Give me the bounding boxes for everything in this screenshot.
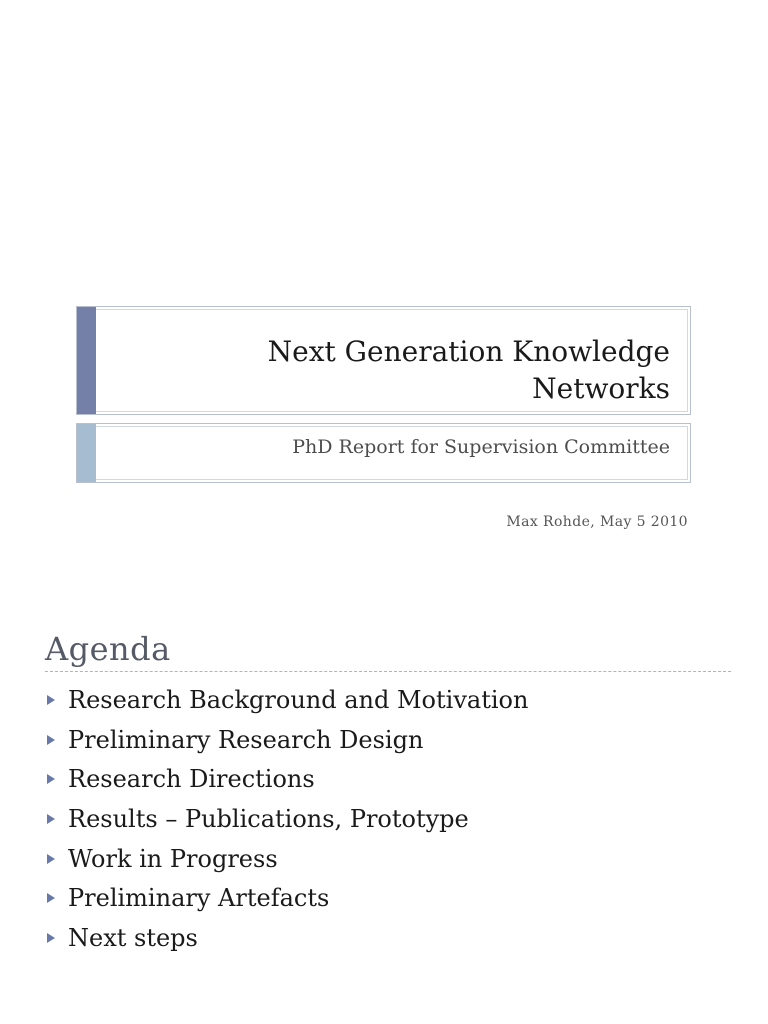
agenda-item: [45, 801, 528, 841]
subtitle-accent-bar: [77, 424, 96, 482]
agenda-item: [45, 880, 528, 920]
bullet-triangle-icon: [47, 933, 55, 943]
agenda-item-label: Work in Progress: [68, 844, 278, 873]
bullet-triangle-icon: [47, 735, 55, 745]
slide-title-line-1: Next Generation Knowledge: [267, 335, 670, 368]
subtitle-box: [76, 423, 691, 483]
agenda-heading: Agenda: [45, 630, 171, 668]
agenda-item: [45, 722, 528, 762]
agenda-item-label: Research Background and Motivation: [68, 686, 529, 714]
bullet-triangle-icon: [47, 695, 55, 705]
agenda-item-label: Results – Publications, Prototype: [68, 805, 469, 834]
agenda-item: [45, 920, 528, 960]
bullet-triangle-icon: [47, 814, 55, 824]
agenda-item: [45, 682, 528, 722]
slide-title-line-2: Networks: [532, 372, 670, 405]
slide-subtitle: PhD Report for Supervision Committee: [292, 436, 670, 458]
bullet-triangle-icon: [47, 774, 55, 784]
bullet-triangle-icon: [47, 893, 55, 903]
agenda-item-label: Preliminary Artefacts: [68, 884, 330, 913]
author-date: Max Rohde, May 5 2010: [506, 514, 688, 530]
title-box: [76, 306, 691, 415]
agenda-item-label: Preliminary Research Design: [68, 725, 424, 754]
title-accent-bar: [77, 307, 96, 414]
agenda-item: [45, 841, 528, 881]
agenda-item-label: Research Directions: [68, 765, 315, 794]
slide-title: [150, 333, 670, 407]
bullet-triangle-icon: [47, 854, 55, 864]
agenda-divider: [45, 671, 731, 672]
agenda-list: [45, 682, 528, 960]
agenda-item: [45, 761, 528, 801]
agenda-item-label: Next steps: [68, 924, 198, 953]
